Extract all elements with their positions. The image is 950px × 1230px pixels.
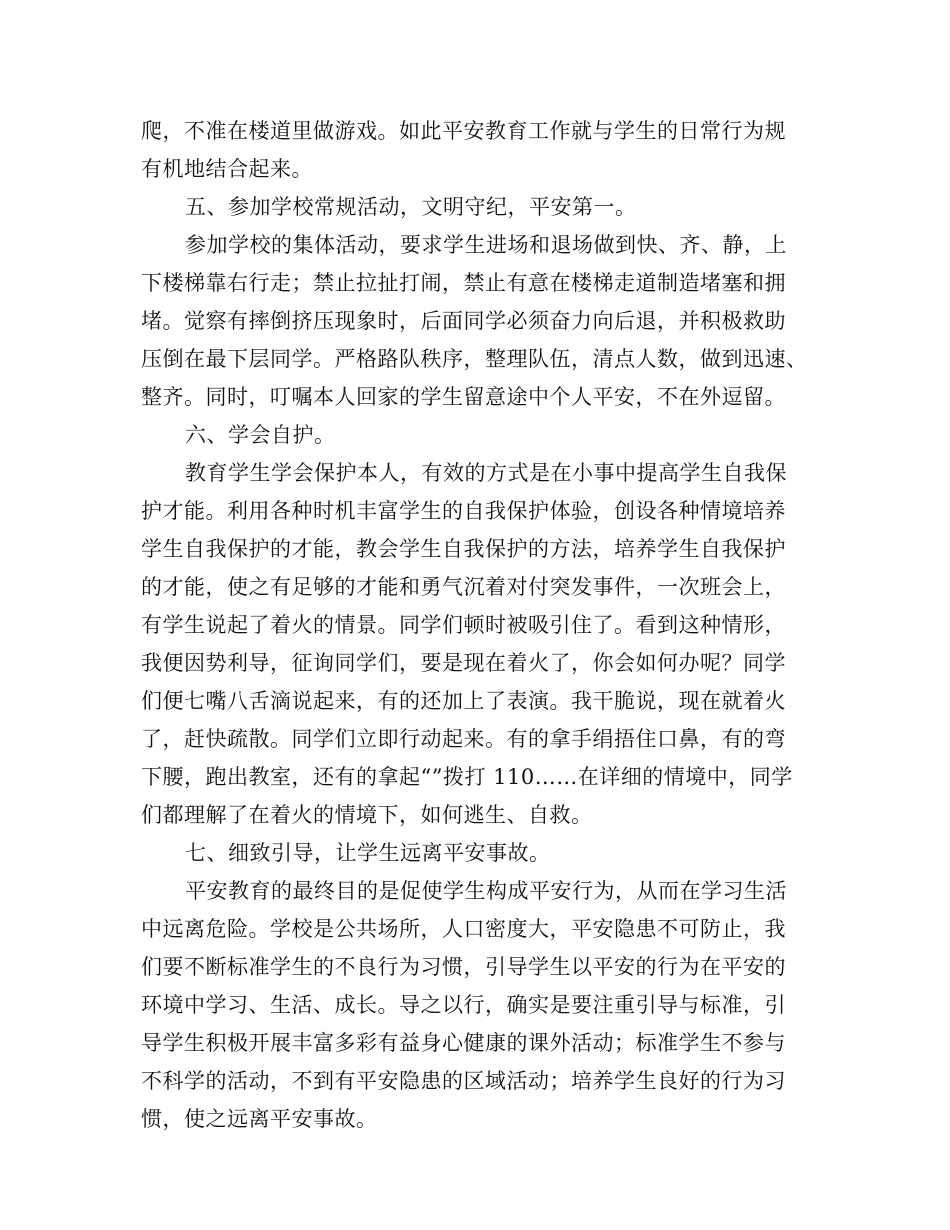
- text-line: 下楼梯靠右行走；禁止拉扯打闹，禁止有意在楼梯走道制造堵塞和拥: [141, 271, 786, 295]
- paragraph-start-line: 七、细致引导，让学生远离平安事故。: [185, 841, 551, 865]
- paragraph-start-line: 教育学生学会保护本人，有效的方式是在小事中提高学生自我保: [185, 461, 787, 485]
- text-line: 整齐。同时，叮嘱本人回家的学生留意途中个人平安，不在外逗留。: [141, 385, 786, 409]
- paragraph-start-line: 平安教育的最终目的是促使学生构成平安行为，从而在学习生活: [185, 879, 787, 903]
- text-line: 环境中学习、生活、成长。导之以行，确实是要注重引导与标准，引: [141, 993, 786, 1017]
- paragraph-start-line: 参加学校的集体活动，要求学生进场和退场做到快、齐、静，上: [185, 233, 787, 257]
- paragraph-start-line: 六、学会自护。: [185, 423, 336, 447]
- paragraph-start-line: 五、参加学校常规活动，文明守纪，平安第一。: [185, 195, 637, 219]
- text-line: 不科学的活动，不到有平安隐患的区域活动；培养学生良好的行为习: [141, 1069, 786, 1093]
- text-line: 有学生说起了着火的情景。同学们顿时被吸引住了。看到这种情形，: [141, 613, 786, 637]
- text-line: 下腰，跑出教室，还有的拿起“”拨打 110……在详细的情境中，同学: [141, 765, 793, 789]
- document-body: [141, 112, 841, 1138]
- text-line: 爬，不准在楼道里做游戏。如此平安教育工作就与学生的日常行为规: [141, 119, 786, 143]
- text-line: 们便七嘴八舌滴说起来，有的还加上了表演。我干脆说，现在就着火: [141, 689, 786, 713]
- text-line: 有机地结合起来。: [141, 157, 313, 181]
- text-line: 了，赶快疏散。同学们立即行动起来。有的拿手绢捂住口鼻，有的弯: [141, 727, 786, 751]
- text-line: 导学生积极开展丰富多彩有益身心健康的课外活动；标准学生不参与: [141, 1031, 786, 1055]
- text-line: 们要不断标准学生的不良行为习惯，引导学生以平安的行为在平安的: [141, 955, 786, 979]
- text-line: 护才能。利用各种时机丰富学生的自我保护体验，创设各种情境培养: [141, 499, 786, 523]
- text-line: 压倒在最下层同学。严格路队秩序，整理队伍，清点人数，做到迅速、: [141, 347, 808, 371]
- text-line: 们都理解了在着火的情境下，如何逃生、自救。: [141, 803, 593, 827]
- text-line: 我便因势利导，征询同学们，要是现在着火了，你会如何办呢？同学: [141, 651, 786, 675]
- text-line: 中远离危险。学校是公共场所，人口密度大，平安隐患不可防止，我: [141, 917, 786, 941]
- text-line: 堵。觉察有摔倒挤压现象时，后面同学必须奋力向后退，并积极救助: [141, 309, 786, 333]
- text-line: 的才能，使之有足够的才能和勇气沉着对付突发事件，一次班会上，: [141, 575, 786, 599]
- text-line: 惯，使之远离平安事故。: [141, 1107, 378, 1131]
- text-line: 学生自我保护的才能，教会学生自我保护的方法，培养学生自我保护: [141, 537, 786, 561]
